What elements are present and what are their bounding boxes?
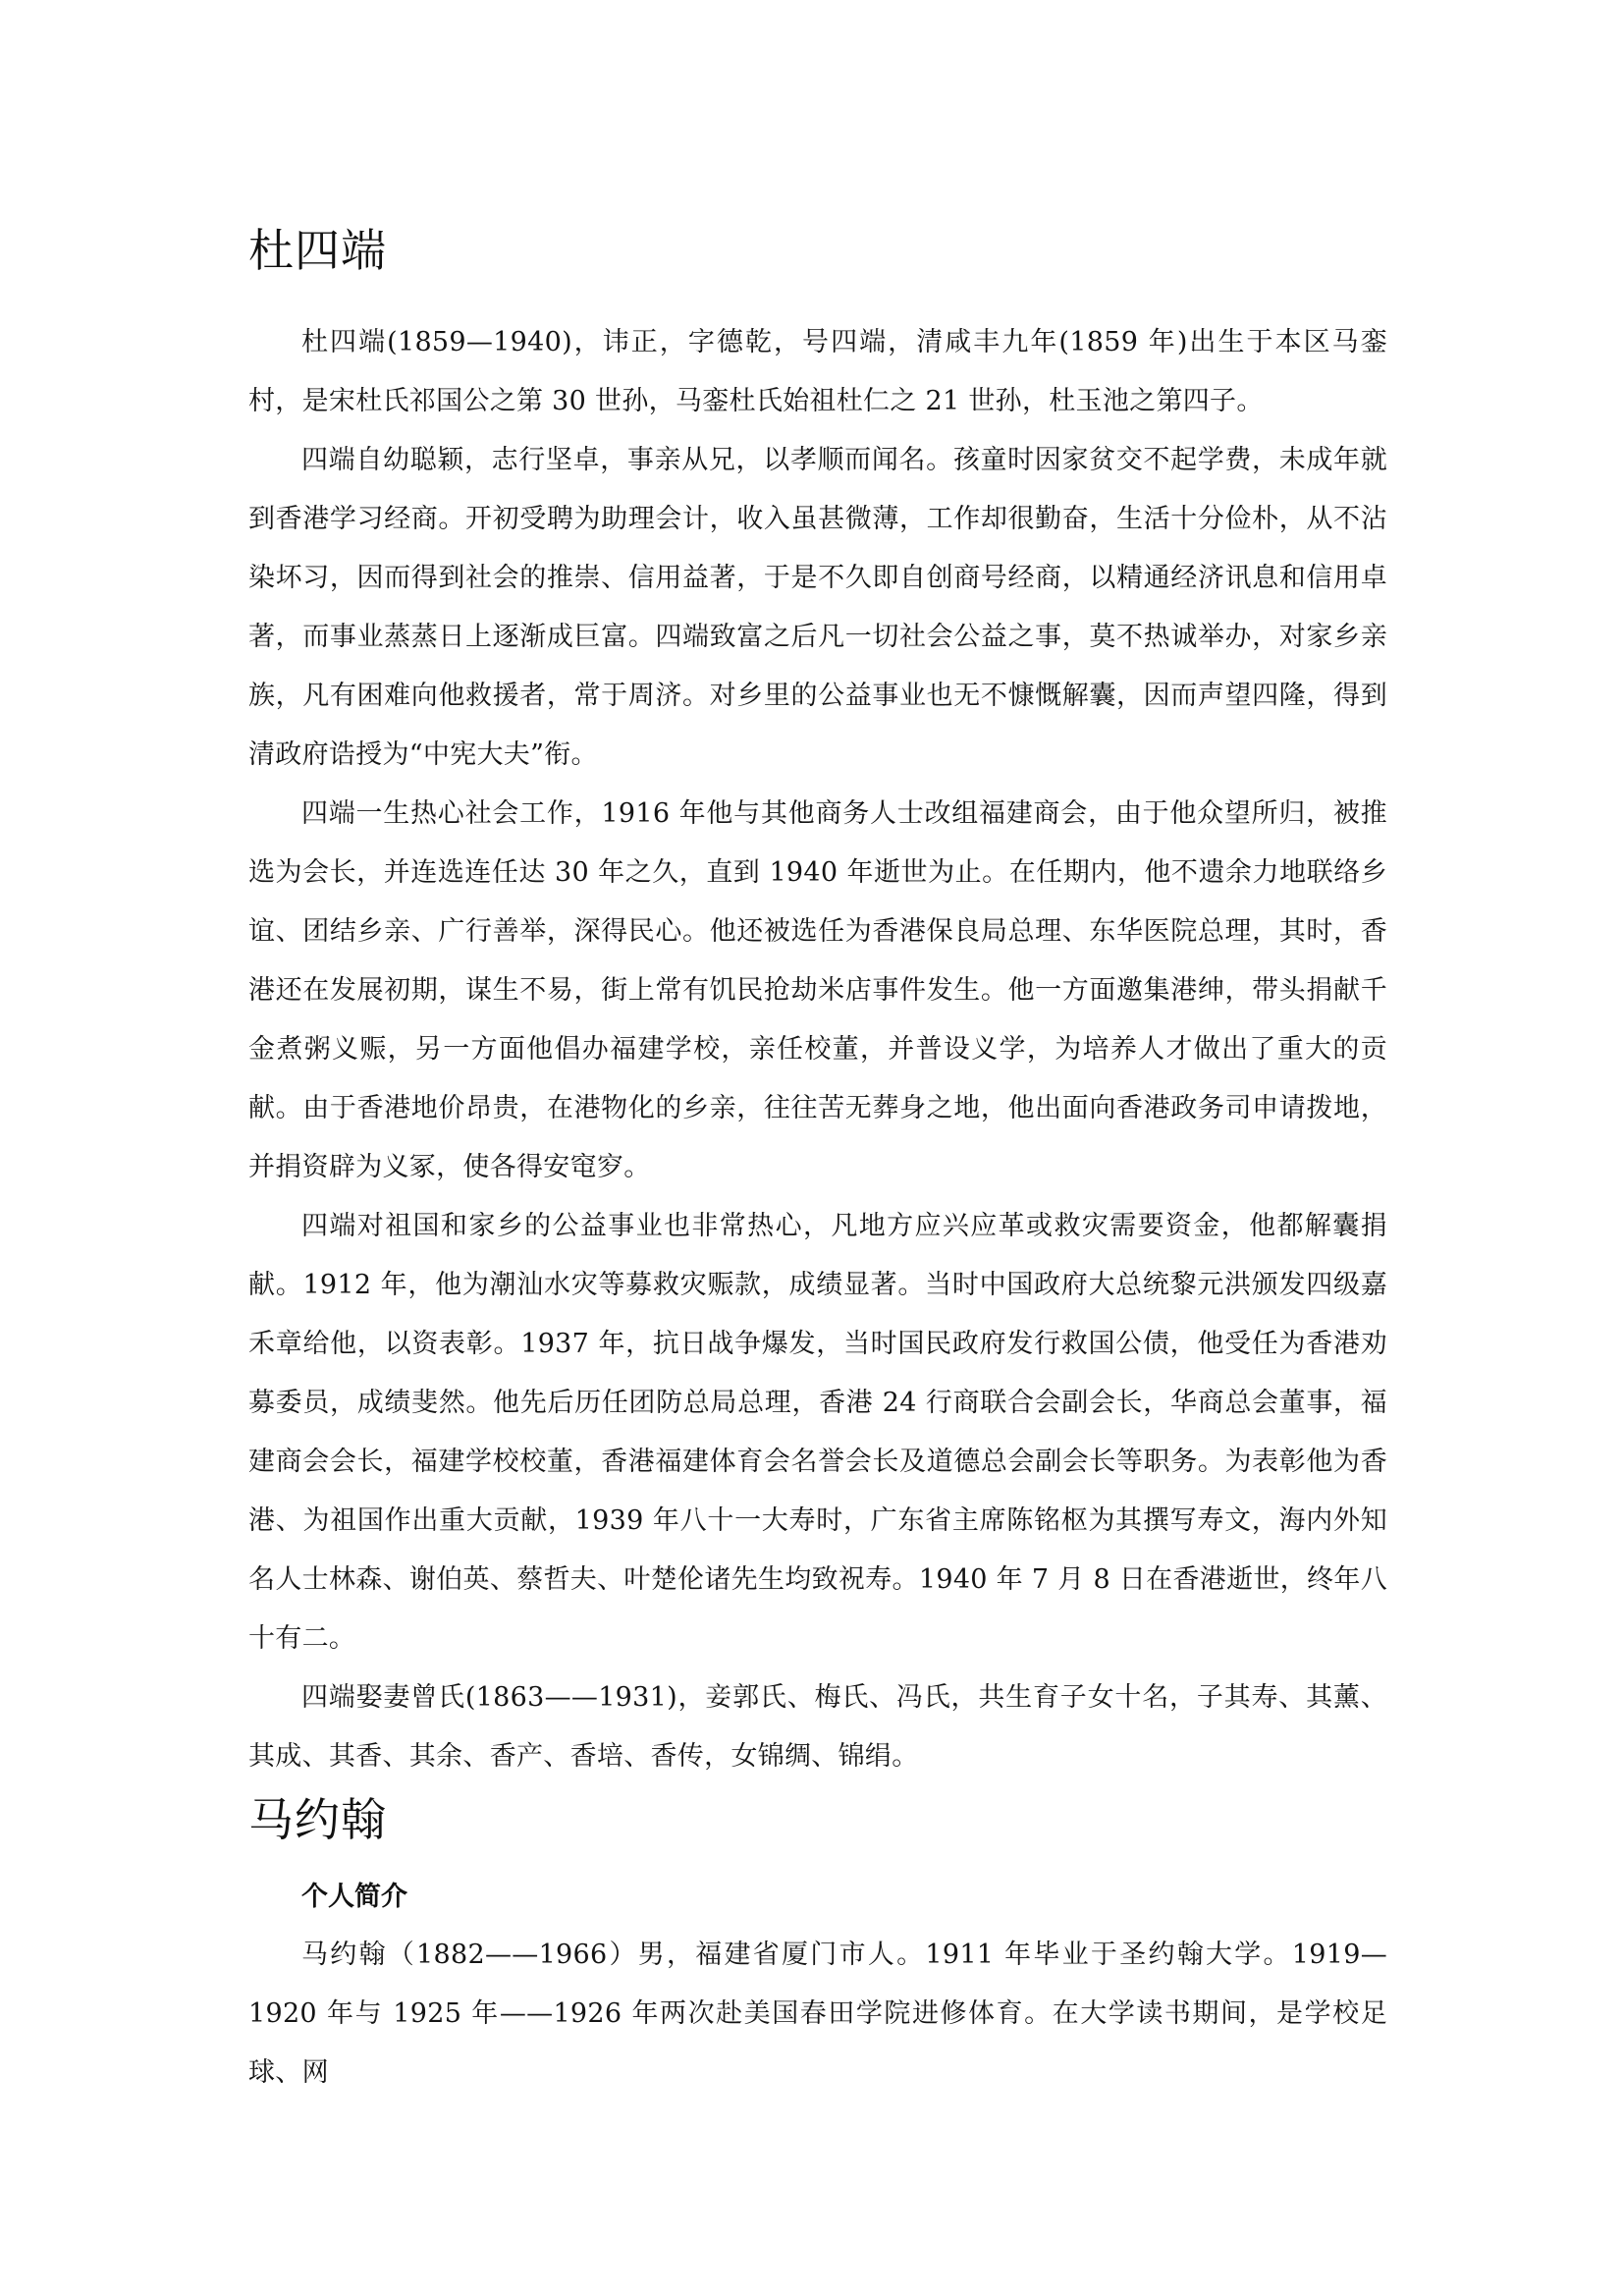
section-subtitle: 个人简介 [301,1882,407,1912]
section-body [248,313,1387,1786]
paragraph: 四端娶妻曾氏(1863——1931)，妾郭氏、梅氏、冯氏，共生育子女十名，子其寿、其薰、其成、其香、其余、香产、香培、香传，女锦绸、锦绢。 [248,1682,1387,1772]
section-title: 杜四端 [248,224,387,277]
paragraph: 马约翰（1882——1966）男，福建省厦门市人。1911 年毕业于圣约翰大学。1919—1920 年与 1925 年——1926 年两次赴美国春田学院进修体育。在大学读书期间，是学校足球、网 [248,1940,1387,2088]
section-body [248,1926,1387,2103]
section-title: 马约翰 [248,1793,387,1846]
paragraph: 四端对祖国和家乡的公益事业也非常热心，凡地方应兴应革或救灾需要资金，他都解囊捐献。1912 年，他为潮汕水灾等募救灾赈款，成绩显著。当时中国政府大总统黎元洪颁发四级嘉禾章给他，以资表彰。1937 年，抗日战争爆发，当时国民政府发行救国公债，他受任为香港劝募委员，成绩斐然。他先后历任团防总局总理，香港 24 行商联合会副会长，华商总会董事，福建商会会长，福建学校校董，香港福建体育会名誉会长及道德总会副会长等职务。为表彰他为香港、为祖国作出重大贡献，1939 年八十一大寿时，广东省主席陈铭枢为其撰写寿文，海内外知名人士林森、谢伯英、蔡哲夫、叶楚伦诸先生均致祝寿。1940 年 7 月 8 日在香港逝世，终年八十有二。 [248,1211,1387,1654]
document-page [248,0,1387,2103]
paragraph: 四端自幼聪颖，志行坚卓，事亲从兄，以孝顺而闻名。孩童时因家贫交不起学费，未成年就到香港学习经商。开初受聘为助理会计，收入虽甚微薄，工作却很勤奋，生活十分俭朴，从不沾染坏习，因而得到社会的推崇、信用益著，于是不久即自创商号经商，以精通经济讯息和信用卓著，而事业蒸蒸日上逐渐成巨富。四端致富之后凡一切社会公益之事，莫不热诚举办，对家乡亲族，凡有困难向他救援者，常于周济。对乡里的公益事业也无不慷慨解囊，因而声望四隆，得到清政府诰授为“中宪大夫”衔。 [248,445,1387,770]
paragraph: 四端一生热心社会工作，1916 年他与其他商务人士改组福建商会，由于他众望所归，被推选为会长，并连选连任达 30 年之久，直到 1940 年逝世为止。在任期内，他不遗余力地联络乡谊、团结乡亲、广行善举，深得民心。他还被选任为香港保良局总理、东华医院总理，其时，香港还在发展初期，谋生不易，街上常有饥民抢劫米店事件发生。他一方面邀集港绅，带头捐献千金煮粥义赈，另一方面他倡办福建学校，亲任校董，并普设义学，为培养人才做出了重大的贡献。由于香港地价昂贵，在港物化的乡亲，往往苦无葬身之地，他出面向香港政务司申请拨地，并捐资辟为义冢，使各得安窀穸。 [248,798,1387,1182]
paragraph: 杜四端(1859—1940)，讳正，字德乾，号四端，清咸丰九年(1859 年)出生于本区马銮村，是宋杜氏祁国公之第 30 世孙，马銮杜氏始祖杜仁之 21 世孙，杜玉池之第四子。 [248,327,1387,416]
section-du-siduan [248,221,1387,1786]
section-ma-yuehan [248,1790,1387,2103]
